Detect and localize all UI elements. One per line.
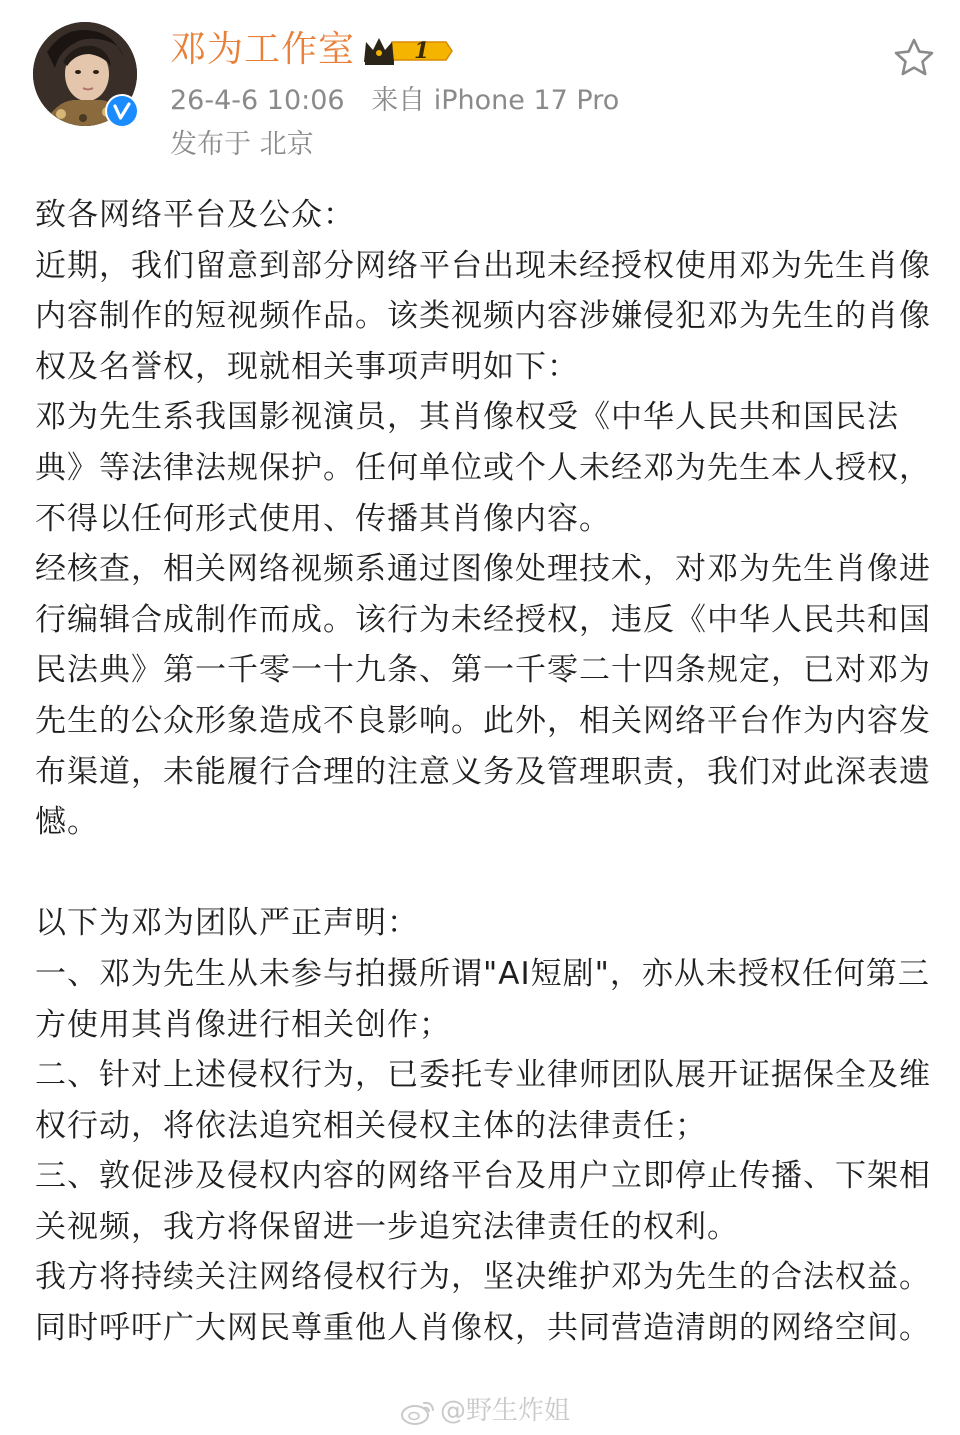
post-header xyxy=(0,0,960,180)
post-location: 发布于 北京 xyxy=(170,129,314,160)
post-timestamp: 26-4-6 10:06 xyxy=(170,85,345,116)
body-paragraph: 邓为先生系我国影视演员，其肖像权受《中华人民共和国民法典》等法律法规保护。任何单位或个人未经邓为先生本人授权，不得以任何形式使用、传播其肖像内容。 xyxy=(35,399,931,537)
body-paragraph: 以下为邓为团队严正声明： xyxy=(35,905,419,942)
author-name[interactable]: 邓为工作室 xyxy=(170,29,356,70)
paragraph-spacer xyxy=(35,848,940,899)
verified-badge-icon xyxy=(105,94,139,128)
body-paragraph: 三、敦促涉及侵权内容的网络平台及用户立即停止传播、下架相关视频，我方将保留进一步追究法律责任的权利。 xyxy=(35,1158,931,1245)
author-avatar-wrap[interactable] xyxy=(33,22,137,126)
weibo-logo-icon xyxy=(400,1398,436,1426)
post-meta xyxy=(170,84,637,118)
post-body xyxy=(35,190,940,1354)
body-paragraph: 近期，我们留意到部分网络平台出现未经授权使用邓为先生肖像内容制作的短视频作品。该类视频内容涉嫌侵犯邓为先生的肖像权及名誉权，现就相关事项声明如下： xyxy=(35,247,931,385)
body-paragraph: 致各网络平台及公众： xyxy=(35,197,355,233)
body-paragraph: 二、针对上述侵权行为，已委托专业律师团队展开证据保全及维权行动，将依法追究相关侵权主体的法律责任； xyxy=(35,1057,931,1144)
favorite-button[interactable] xyxy=(892,36,936,80)
vip-level: 1 xyxy=(414,38,430,64)
crown-vip-icon[interactable] xyxy=(362,34,454,68)
watermark xyxy=(400,1394,570,1428)
body-paragraph: 一、邓为先生从未参与拍摄所谓"AI短剧"，亦从未授权任何第三方使用其肖像进行相关创作； xyxy=(35,955,930,1043)
star-icon xyxy=(892,36,936,80)
body-paragraph: 我方将持续关注网络侵权行为，坚决维护邓为先生的合法权益。同时呼吁广大网民尊重他人肖像权，共同营造清朗的网络空间。 xyxy=(35,1259,931,1347)
body-paragraph: 经核查，相关网络视频系通过图像处理技术，对邓为先生肖像进行编辑合成制作而成。该行为未经授权，违反《中华人民共和国民法典》第一千零一十九条、第一千零二十四条规定，已对邓为先生的公众形象造成不良影响。此外，相关网络平台作为内容发布渠道，未能履行合理的注意义务及管理职责，我们对此深表遗憾。 xyxy=(35,551,931,841)
watermark-text: @野生炸姐 xyxy=(440,1396,571,1426)
post-source: 来自 iPhone 17 Pro xyxy=(371,85,620,116)
